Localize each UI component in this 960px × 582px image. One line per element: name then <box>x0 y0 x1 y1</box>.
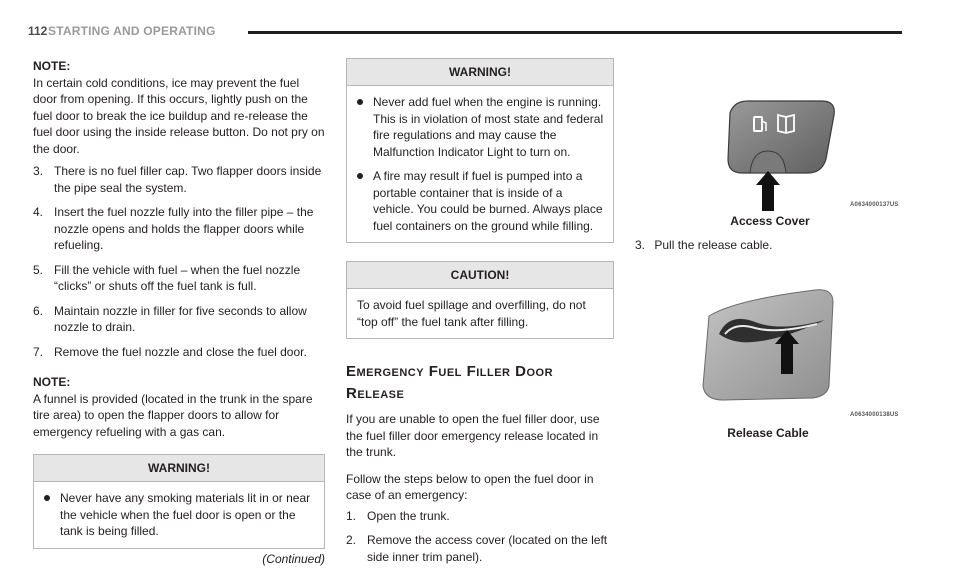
note-body: A funnel is provided (located in the trunk in the spare tire area) to open the flapper doors to allow for emergency refueling with a gas can. <box>33 391 313 439</box>
step-text: Remove the access cover (located on the left side inner trim panel). <box>367 533 608 564</box>
step-number: 2. <box>346 533 357 547</box>
step-text: Open the trunk. <box>367 508 450 523</box>
bullet-icon <box>357 99 363 105</box>
figure-code: A0634000137US <box>850 202 899 208</box>
list-item <box>357 94 605 160</box>
section-heading: Emergency Fuel Filler Door Release <box>346 363 554 402</box>
step-number: 7. <box>33 344 44 359</box>
step-number: 1. <box>346 508 357 523</box>
list-item <box>346 532 614 565</box>
warning-title: WARNING! <box>34 455 324 482</box>
access-cover-figure <box>690 95 910 213</box>
continued-label: (Continued) <box>262 551 325 566</box>
warning-text: Never have any smoking materials lit in or near the vehicle when the fuel door is open or the tank is being filled. <box>60 491 311 538</box>
steps-list <box>346 508 614 566</box>
caution-title: CAUTION! <box>347 262 613 289</box>
warning-text: Never add fuel when the engine is running. This is in violation of most state and federal fire regulations and may cause the Malfunction Indicator Light to turn on. <box>373 95 604 159</box>
step-text: There is no fuel filler cap. Two flapper doors inside the pipe seal the system. <box>54 164 322 195</box>
step-number: 3. <box>635 238 646 252</box>
caution-body: To avoid fuel spillage and overfilling, do not “top off” the fuel tank after filling. <box>357 298 586 329</box>
header-rule <box>248 31 902 34</box>
bullet-icon <box>44 495 50 501</box>
access-cover-illustration <box>690 95 910 213</box>
note-title: NOTE: <box>33 375 71 389</box>
warning-box <box>346 58 614 243</box>
warning-box <box>33 454 325 549</box>
page-header <box>28 24 902 44</box>
note-title: NOTE: <box>33 59 71 73</box>
figure-caption: Release Cable <box>727 426 809 440</box>
list-item <box>357 168 605 234</box>
list-item <box>33 344 325 361</box>
warning-text: A fire may result if fuel is pumped into a portable container that is inside of a vehicle. You could be burned. Always place fuel containers on the ground while filling. <box>373 169 603 233</box>
step-3 <box>635 238 772 252</box>
step-text: Fill the vehicle with fuel – when the fuel nozzle “clicks” or shuts off the fuel tank is full. <box>54 262 301 293</box>
step-number: 5. <box>33 262 44 277</box>
list-item <box>33 204 325 254</box>
list-item <box>33 262 325 295</box>
figure-caption: Access Cover <box>730 214 810 228</box>
warning-body <box>34 482 324 548</box>
warning-title: WARNING! <box>347 59 613 86</box>
list-item <box>346 508 614 525</box>
release-cable-figure <box>695 282 910 422</box>
step-number: 3. <box>33 164 44 178</box>
paragraph: If you are unable to open the fuel filler door, use the fuel filler door emergency release located in the trunk. <box>346 412 600 459</box>
step-text: Pull the release cable. <box>654 238 773 252</box>
list-item <box>44 490 316 540</box>
steps-list <box>33 163 325 360</box>
step-number: 6. <box>33 303 44 318</box>
list-item <box>33 303 325 336</box>
warning-body <box>347 86 613 242</box>
step-text: Insert the fuel nozzle fully into the filler pipe – the nozzle opens and holds the flapper doors while refueling. <box>54 205 314 252</box>
step-text: Maintain nozzle in filler for five seconds to allow nozzle to drain. <box>54 303 307 334</box>
note-body: In certain cold conditions, ice may prevent the fuel door from opening. If this occurs, lightly push on the fuel door to break the ice buildup and re-release the fuel door using the inside release button. Do not pry on the door. <box>33 75 325 156</box>
paragraph: Follow the steps below to open the fuel door in case of an emergency: <box>346 471 594 502</box>
page-number: 112 <box>28 24 48 38</box>
step-number: 4. <box>33 205 44 219</box>
step-text: Remove the fuel nozzle and close the fuel door. <box>54 344 307 359</box>
column-1 <box>33 58 325 567</box>
figure-code: A0634000138US <box>850 412 899 418</box>
release-cable-illustration <box>695 282 910 422</box>
list-item <box>33 163 325 196</box>
caution-box <box>346 261 614 339</box>
section-title: STARTING AND OPERATING <box>48 24 216 38</box>
bullet-icon <box>357 173 363 179</box>
column-2 <box>346 58 614 573</box>
